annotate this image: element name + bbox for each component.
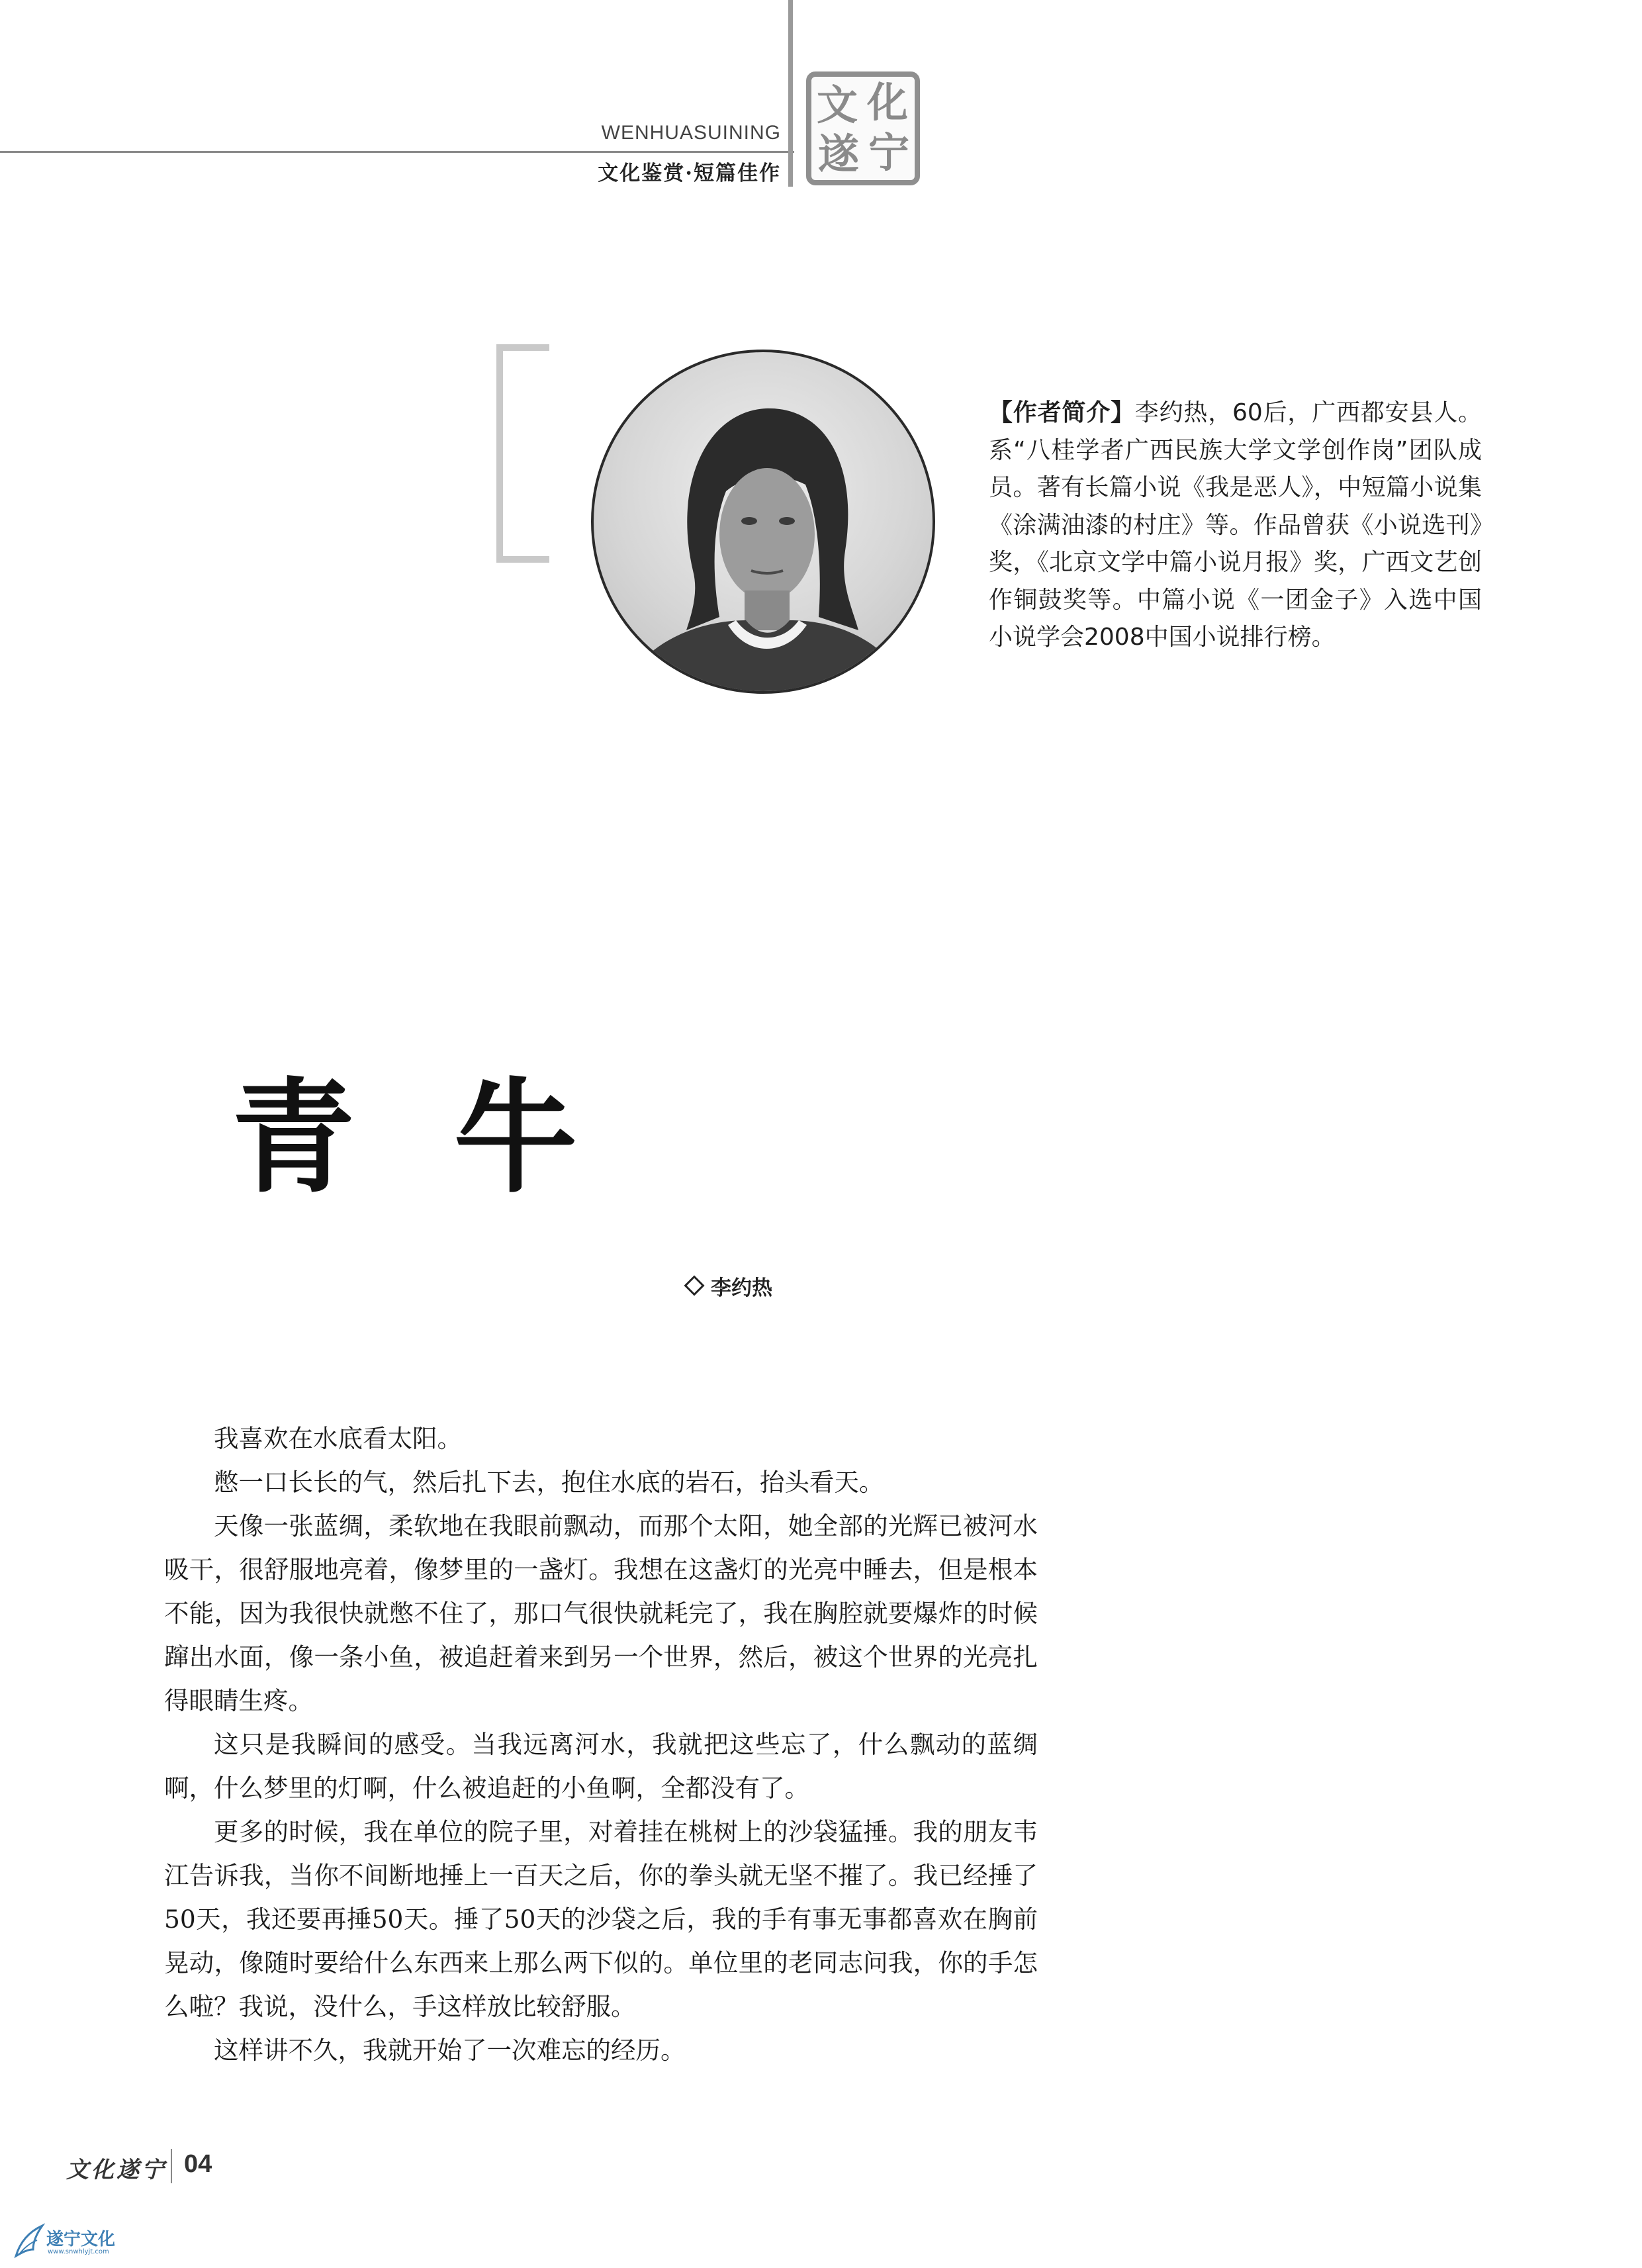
- magazine-logo-seal: [806, 71, 920, 185]
- author-bio: [989, 395, 1482, 657]
- watermark-url: www.snwhlyjt.com: [48, 2248, 109, 2255]
- header-english-title: WENHUASUINING: [601, 122, 781, 144]
- logo-char: 文: [816, 81, 858, 129]
- logo-char: 化: [866, 78, 908, 126]
- author-portrait-image: [594, 352, 933, 691]
- body-paragraph: 天像一张蓝绸，柔软地在我眼前飘动，而那个太阳，她全部的光辉已被河水吸干，很舒服地亮着，像梦里的一盏灯。我想在这盏灯的光亮中睡去，但是根本不能，因为我很快就憋不住了，那口气很快就耗完了，我在胸腔就要爆炸的时候蹿出水面，像一条小鱼，被追赶着来到另一个世界，然后，被这个世界的光亮扎得眼睛生疼。: [164, 1511, 1038, 1715]
- body-paragraph: 这样讲不久，我就开始了一次难忘的经历。: [214, 2036, 686, 2065]
- logo-char: 遂: [817, 130, 859, 178]
- logo-char: 宁: [868, 128, 909, 177]
- diamond-icon: [684, 1275, 704, 1296]
- body-paragraph: 这只是我瞬间的感受。当我远离河水，我就把这些忘了，什么飘动的蓝绸啊，什么梦里的灯啊，什么被追赶的小鱼啊，全都没有了。: [164, 1730, 1038, 1803]
- bio-lead-label: 【作者简介】: [989, 399, 1135, 426]
- body-paragraph: 憋一口长长的气，然后扎下去，抱住水底的岩石，抬头看天。: [214, 1468, 884, 1497]
- footer-divider: [171, 2149, 172, 2183]
- article-title: 青牛: [232, 1064, 677, 1209]
- header-vertical-rule: [788, 0, 793, 187]
- body-paragraph: 我喜欢在水底看太阳。: [214, 1424, 462, 1453]
- wing-icon: [13, 2223, 45, 2260]
- author-portrait: [591, 350, 935, 694]
- decorative-bracket: [496, 344, 549, 563]
- watermark: [13, 2223, 152, 2263]
- page-number: 04: [184, 2150, 212, 2178]
- header-section-label: 文化鉴赏·短篇佳作: [598, 162, 781, 185]
- footer-magazine-name: 文化遂宁: [66, 2157, 167, 2183]
- body-paragraph: 更多的时候，我在单位的院子里，对着挂在桃树上的沙袋猛捶。我的朋友韦江告诉我，当你不间断地捶上一百天之后，你的拳头就无坚不摧了。我已经捶了50天，我还要再捶50天。捶了50天的沙袋之后，我的手有事无事都喜欢在胸前晃动，像随时要给什么东西来上那么两下似的。单位里的老同志问我，你的手怎么啦？我说，没什么，手这样放比较舒服。: [164, 1817, 1038, 2021]
- byline-author: 李约热: [711, 1276, 772, 1300]
- article-body: [164, 1417, 1038, 2072]
- watermark-text: 遂宁文化: [46, 2230, 116, 2249]
- header-rule: [0, 151, 794, 153]
- bio-text: 李约热，60后，广西都安县人。系“八桂学者广西民族大学文学创作岗”团队成员。著有长篇小说《我是恶人》，中短篇小说集《涂满油漆的村庄》等。作品曾获《小说选刊》奖，《北京文学中篇小说月报》奖，广西文艺创作铜鼓奖等。中篇小说《一团金子》入选中国小说学会2008中国小说排行榜。: [989, 399, 1482, 651]
- article-byline: [687, 1271, 772, 1301]
